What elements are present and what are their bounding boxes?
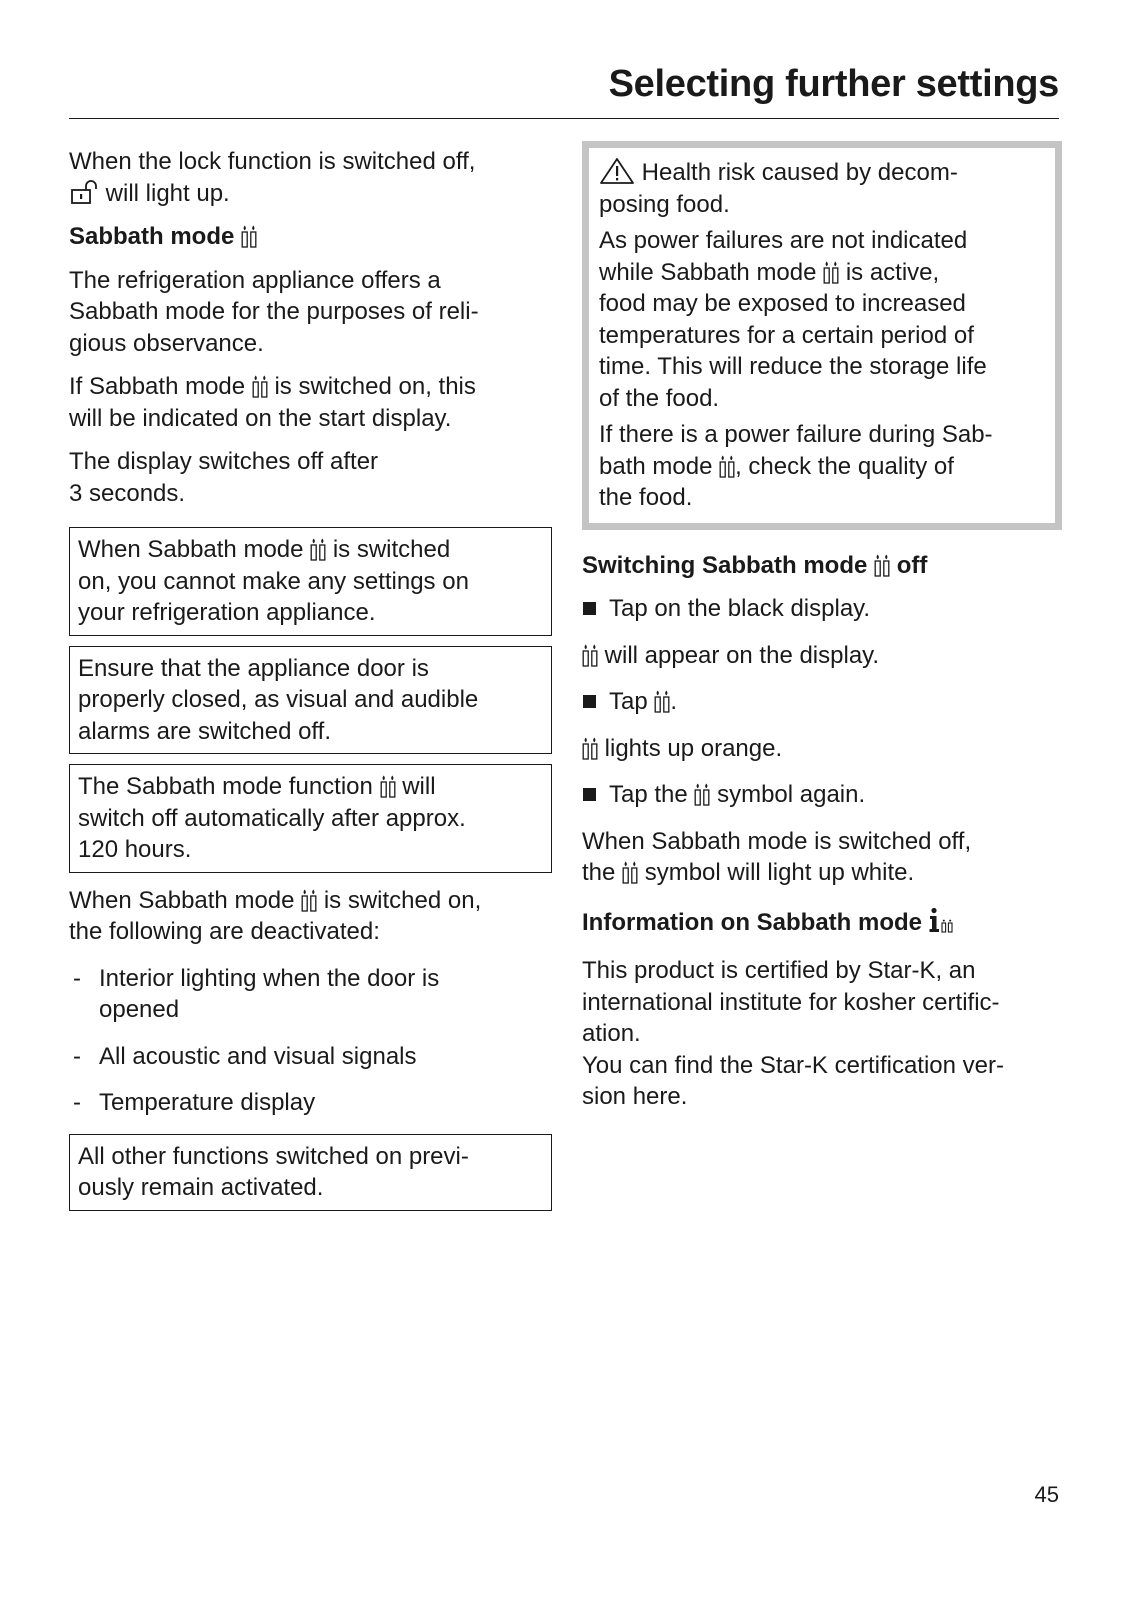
warning-triangle-icon xyxy=(599,159,635,186)
title-divider xyxy=(69,118,1059,119)
sabbath-candles-icon xyxy=(252,374,268,398)
text-line: When Sabbath mode xyxy=(78,536,304,563)
switched-on-paragraph xyxy=(69,371,552,434)
text-line: international institute for kosher certific- xyxy=(582,988,1000,1016)
sabbath-candles-icon xyxy=(310,537,326,561)
unlocked-padlock-icon xyxy=(69,180,99,207)
text-line: This product is certified by Star-K, an xyxy=(582,957,976,984)
warning-body-1 xyxy=(599,225,1045,414)
list-item: - Interior lighting when the door is opened xyxy=(73,964,440,1023)
text-line: gious observance. xyxy=(69,329,264,357)
result-orange: lights up orange. xyxy=(582,733,1062,765)
text-line: When Sabbath mode is switched off, xyxy=(582,827,972,855)
text-line: ation. xyxy=(582,1020,641,1047)
text-line: 3 seconds. xyxy=(69,479,186,507)
text-line: food may be exposed to increased xyxy=(599,290,966,317)
warning-box xyxy=(582,141,1062,530)
text-line: , check the quality of xyxy=(735,452,954,480)
sabbath-candles-icon xyxy=(241,224,257,248)
text-line: your refrigeration appliance. xyxy=(78,599,376,626)
text-line: The Sabbath mode function xyxy=(78,773,373,800)
text-line: the food. xyxy=(599,484,693,511)
text-line: Health risk caused by decom- xyxy=(641,159,958,186)
step-bullet xyxy=(583,788,596,801)
text-line: If Sabbath mode xyxy=(69,373,246,400)
page-title: Selecting further settings xyxy=(608,63,1059,105)
text-line: symbol will light up white. xyxy=(644,859,915,886)
step-tap-symbol: Tap . xyxy=(582,686,1062,718)
text-line: will be indicated on the start display. xyxy=(69,404,452,432)
sabbath-candles-icon xyxy=(694,782,710,806)
list-item: - All acoustic and visual signals xyxy=(73,1042,417,1070)
note-box-door xyxy=(69,646,552,755)
deactivated-paragraph xyxy=(69,885,552,948)
deactivated-list xyxy=(69,963,552,1119)
switch-off-heading: Switching Sabbath mode off xyxy=(582,551,928,579)
sabbath-candles-icon xyxy=(823,260,839,284)
text-line: When the lock function is switched off, xyxy=(69,148,476,175)
sabbath-candles-icon xyxy=(301,888,317,912)
warning-title xyxy=(599,157,1045,220)
note-box-auto-off xyxy=(69,764,552,873)
text-line: When Sabbath mode xyxy=(69,886,295,914)
step-bullet xyxy=(583,602,596,615)
text-line: is switched on, xyxy=(323,886,482,914)
text-line: switch off automatically after approx. xyxy=(78,804,466,832)
list-item: - Temperature display xyxy=(73,1089,316,1116)
sabbath-candles-icon xyxy=(654,689,670,713)
text-line: time. This will reduce the storage life xyxy=(599,353,987,380)
step-tap-again: Tap the symbol again. xyxy=(582,779,1062,811)
text-line: bath mode xyxy=(599,452,713,480)
text-line: properly closed, as visual and audible xyxy=(78,686,479,713)
display-off-paragraph xyxy=(69,446,552,509)
text-line: sion here. xyxy=(582,1083,688,1110)
text-line: while Sabbath mode xyxy=(599,258,817,286)
text-line: The display switches off after xyxy=(69,448,379,475)
sabbath-candles-icon xyxy=(622,860,638,884)
sabbath-mode-heading: Sabbath mode xyxy=(69,221,552,253)
result-appear: will appear on the display. xyxy=(582,640,1062,672)
text-line: As power failures are not indicated xyxy=(599,227,968,254)
switched-off-paragraph xyxy=(582,826,1062,889)
lock-paragraph xyxy=(69,146,552,209)
text-line: posing food. xyxy=(599,190,730,218)
warning-body-2 xyxy=(599,419,1045,514)
text-line: of the food. xyxy=(599,384,720,412)
intro-paragraph xyxy=(69,265,552,360)
sabbath-candles-icon xyxy=(582,736,598,760)
text-line: alarms are switched off. xyxy=(78,717,331,745)
text-line: is active, xyxy=(845,258,940,286)
text-line: Sabbath mode for the purposes of reli- xyxy=(69,298,479,325)
sabbath-candles-icon xyxy=(380,774,396,798)
right-column xyxy=(582,141,1062,1125)
text-line: temperatures for a certain period of xyxy=(599,321,974,349)
text-line: is switched xyxy=(332,536,451,563)
sabbath-candles-icon xyxy=(582,643,598,667)
text-line: You can find the Star-K certification ver- xyxy=(582,1051,1004,1079)
text-line: The refrigeration appliance offers a xyxy=(69,266,441,294)
left-column xyxy=(69,146,552,1221)
step-tap-display: Tap on the black display. xyxy=(582,593,1062,625)
text-line: the xyxy=(582,859,616,886)
star-k-paragraph xyxy=(582,955,1062,1113)
note-box-no-settings xyxy=(69,527,552,636)
text-line: If there is a power failure during Sab- xyxy=(599,421,993,448)
sabbath-candles-icon xyxy=(874,553,890,577)
text-line: on, you cannot make any settings on xyxy=(78,567,469,595)
text-line: 120 hours. xyxy=(78,836,192,863)
sabbath-info-icon xyxy=(929,907,955,944)
text-line: ously remain activated. xyxy=(78,1174,324,1201)
step-bullet xyxy=(583,695,596,708)
text-line: Ensure that the appliance door is xyxy=(78,654,429,682)
text-line: is switched on, this xyxy=(274,373,476,400)
text-line: will xyxy=(402,773,436,800)
text-line: will light up. xyxy=(105,179,230,207)
page-number: 45 xyxy=(1034,1482,1059,1507)
info-heading: Information on Sabbath mode xyxy=(582,907,1062,944)
text-line: All other functions switched on previ- xyxy=(78,1142,469,1170)
sabbath-candles-icon xyxy=(719,454,735,478)
note-box-other-functions xyxy=(69,1134,552,1211)
text-line: the following are deactivated: xyxy=(69,918,380,945)
